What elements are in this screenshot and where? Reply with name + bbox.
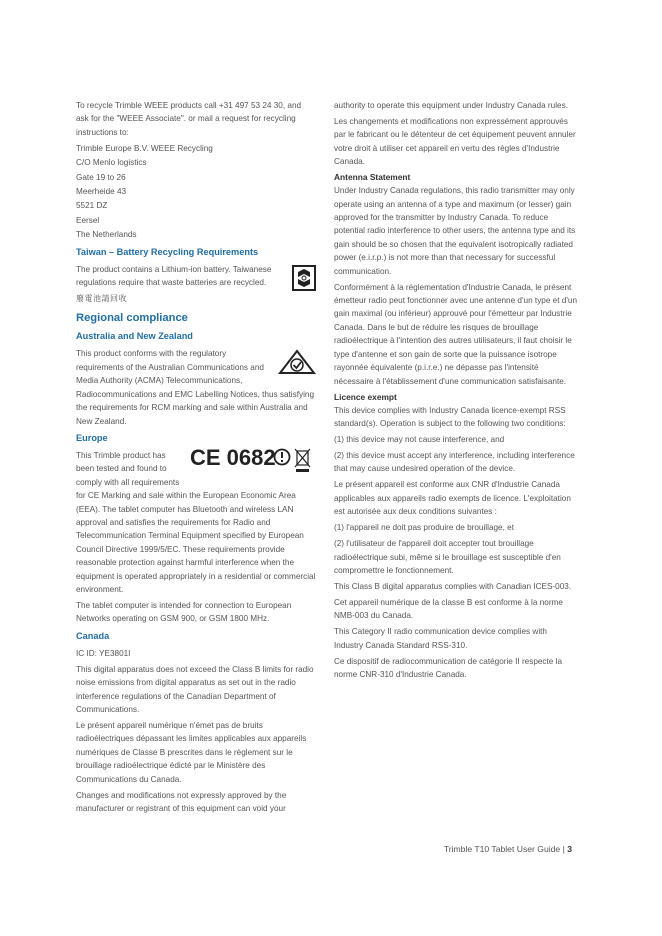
licence-paragraph: (2) l'utilisateur de l'appareil doit accepter tout brouillage radioélectrique subi, même si le brouillage est susceptible d'en compromettre le fonctionnement. — [334, 539, 561, 575]
taiwan-heading: Taiwan – Battery Recycling Requirements — [76, 246, 259, 257]
europe-text-2: The tablet computer is intended for connection to European Networks operating on GSM 900, or GSM 1800 MHz. — [76, 600, 292, 624]
address-line: Meerheide 43 — [76, 187, 127, 197]
licence-paragraph: Ce dispositif de radiocommunication de catégorie II respecte la norme CNR-310 d'Industrie Canada. — [334, 656, 563, 680]
rcm-mark-icon — [278, 349, 316, 379]
recycle-intro: To recycle Trimble WEEE products call +31 497 53 24 30, and ask for the "WEEE Associate". or mail a request for recycling instructions to: — [76, 101, 302, 137]
europe-heading: Europe — [76, 432, 108, 443]
antenna-paragraph-1: Under Industry Canada regulations, this radio transmitter may only operate using an antenna of a type and maximum (or lesser) gain approved for the transmitter by Industry Canada. To reduce potential radio interference to other users, the antenna type and its gain should be so chosen that the equivalent isotropically radiated power (e.i.r.p.) is not more than that necessary for successful communication. — [334, 186, 576, 276]
antenna-paragraph-2: Conformément à la réglementation d'Industrie Canada, le présent émetteur radio peut fonctionner avec une antenne d'un type et d'un gain maximal (ou inférieur) approuvé pour l'émetteur par Industrie Canada. Dans le but de réduire les risques de brouillage radioélectrique à l'intention des autres utilisateurs, il faut choisir le type d'antenne et son gain de sorte que la puissance isotrope rayonnée équivalente (p.i.r.e.) ne dépasse pas l'intensité nécessaire à l'établissement d'une communication satisfaisante. — [334, 282, 578, 386]
licence-exempt-heading: Licence exempt — [334, 391, 397, 402]
licence-paragraph: Le présent appareil est conforme aux CNR d'Industrie Canada applicables aux appareils radio exempts de licence. L'exploitation est autorisée aux deux conditions suivantes : — [334, 480, 571, 517]
canada-paragraph-1: This digital apparatus does not exceed the Class B limits for radio noise emissions from digital apparatus as set out in the radio interference regulations of the Canadian Department of Communications. — [76, 664, 314, 714]
address-line: 5521 DZ — [76, 201, 108, 211]
licence-paragraph: Cet appareil numérique de la classe B est conforme à la norme NMB-003 du Canada. — [334, 597, 563, 621]
europe-text: This Trimble product has been tested and found to comply with all requirements for CE Marking and sale within the European Economic Area (EEA). The tablet computer has Bluetooth and wireless LAN approval and satisfies the requirements for Radio and Telecommunication Terminal Equipment specified by European Council Directive 1999/5/EC. These requirements provide reasonable protection against harmful interference when the equipment is operated appropriately in a residential or commercial environment. — [76, 450, 316, 594]
canada-paragraph-2: Le présent appareil numérique n'émet pas de bruits radioélectriques dépassant les limites applicables aux appareils numériques de Classe B prescrites dans le règlement sur le brouillage radioélectrique édicté par le Ministère des Communications du Canada. — [76, 721, 307, 784]
address-line: Trimble Europe B.V. WEEE Recycling — [76, 143, 213, 153]
taiwan-text: The product contains a Lithium-ion battery. Taiwanese regulations require that waste batteries are recycled. — [76, 264, 272, 288]
taiwan-chinese-text: 廢電池請回收 — [76, 294, 127, 304]
weee-bin-icon — [295, 449, 310, 472]
address-line: Eersel — [76, 215, 100, 225]
address-line: Gate 19 to 26 — [76, 172, 126, 182]
ce-mark-icon: CE 0682 — [190, 444, 276, 470]
page-footer — [444, 844, 572, 854]
left-column — [76, 99, 316, 818]
canada-ic-id: IC ID: YE3801I — [76, 648, 131, 658]
page-number: 3 — [567, 844, 572, 854]
licence-paragraph: This Class B digital apparatus complies with Canadian ICES-003. — [334, 581, 572, 591]
recycling-address — [76, 142, 316, 242]
regional-compliance-heading: Regional compliance — [76, 312, 188, 325]
footer-guide-title: Trimble T10 Tablet User Guide — [443, 844, 561, 854]
licence-paragraph: This Category II radio communication device complies with Industry Canada Standard RSS-310. — [334, 627, 547, 650]
antenna-statement-heading: Antenna Statement — [334, 172, 411, 183]
canada-continued-1: authority to operate this equipment under Industry Canada rules. — [334, 101, 568, 110]
licence-paragraph: (2) this device must accept any interference, including interference that may cause undesired operation of the device. — [334, 450, 575, 474]
australia-text: This product conforms with the regulatory requirements of the Australian Communications and Media Authority (ACMA) Telecommunications, Radiocommunications and EMC Labelling Notices, thus satisfying the requirements for RCM marking and sale within Australia and New Zealand. — [76, 349, 315, 426]
canada-heading: Canada — [76, 630, 110, 641]
right-column — [334, 99, 578, 684]
address-line: The Netherlands — [76, 230, 137, 240]
battery-recycling-icon — [292, 265, 316, 295]
canada-continued-2: Les changements et modifications non expressément approuvés par le fabricant ou le détenteur de cet équipement peuvent annuler votre droit à utiliser cet appareil en vertu des règles d'Industrie Canada. — [334, 117, 576, 167]
licence-paragraph: (1) l'appareil ne doit pas produire de brouillage, et — [334, 523, 514, 533]
licence-paragraph: This device complies with Industry Canada licence-exempt RSS standard(s). Operation is subject to the following two conditions: — [334, 405, 566, 428]
australia-heading: Australia and New Zealand — [76, 331, 193, 342]
canada-paragraph-3: Changes and modifications not expressly approved by the manufacturer or registrant of this equipment can void your — [76, 790, 287, 814]
licence-paragraph: (1) this device may not cause interference, and — [334, 434, 505, 444]
ce-marking-group — [190, 443, 316, 477]
address-line: C/O Menlo logistics — [76, 158, 147, 168]
footer-separator: | — [562, 844, 565, 854]
